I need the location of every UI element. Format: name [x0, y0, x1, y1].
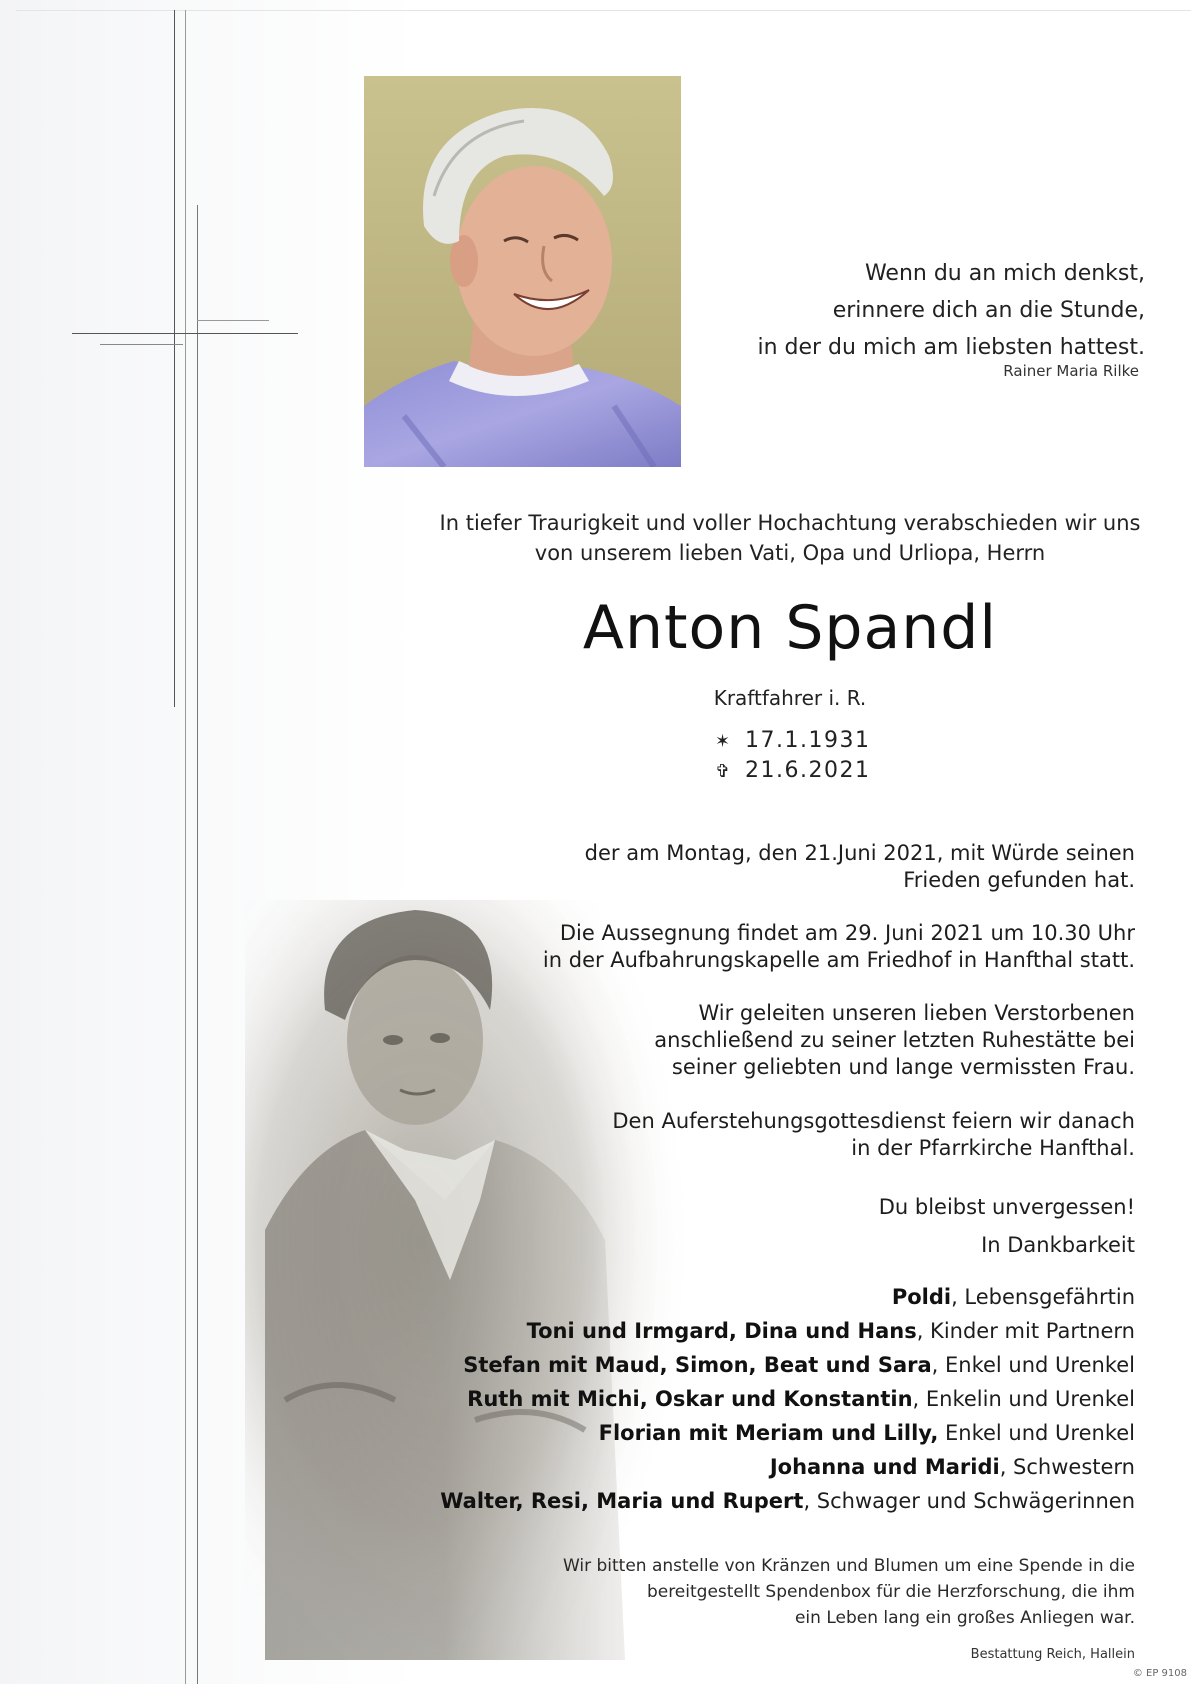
mourner-row — [375, 1382, 1135, 1416]
mourner-relation: , Kinder mit Partnern — [916, 1319, 1135, 1343]
deceased-occupation: Kraftfahrer i. R. — [713, 686, 867, 710]
paragraph-burial — [495, 1000, 1135, 1081]
deceased-name: Anton Spandl — [582, 593, 998, 663]
cross-icon: ✞ — [715, 761, 732, 782]
mourner-row — [375, 1450, 1135, 1484]
donation-note — [495, 1553, 1135, 1631]
birth-row — [715, 726, 870, 756]
mourner-relation: , Lebensgefährtin — [951, 1285, 1135, 1309]
top-border-line — [16, 10, 1191, 11]
paragraph-line: Wir geleiten unseren lieben Verstorbenen — [698, 1001, 1135, 1025]
paragraph-farewell — [495, 1188, 1135, 1264]
donation-line: ein Leben lang ein großes Anliegen war. — [794, 1608, 1135, 1628]
mourner-row — [375, 1280, 1135, 1314]
cross-vertical-line — [174, 10, 175, 707]
mourner-names: Stefan mit Maud, Simon, Beat und Sara — [463, 1353, 932, 1377]
mourner-relation: Enkel und Urenkel — [938, 1421, 1135, 1445]
mourner-names: Walter, Resi, Maria und Rupert — [440, 1489, 804, 1513]
paragraph-line: Du bleibst unvergessen! — [878, 1195, 1135, 1219]
mourner-relation: , Schwager und Schwägerinnen — [803, 1489, 1135, 1513]
cross-horizontal-line — [197, 320, 269, 321]
funeral-home: Bestattung Reich, Hallein — [970, 1647, 1135, 1662]
mourner-row — [375, 1314, 1135, 1348]
birth-date: 17.1.1931 — [745, 728, 871, 753]
poem-quote — [757, 255, 1145, 366]
mourner-row — [375, 1484, 1135, 1518]
donation-line: Wir bitten anstelle von Kränzen und Blumen um eine Spende in die — [562, 1556, 1135, 1576]
mourner-names: Florian mit Meriam und Lilly, — [598, 1421, 939, 1445]
intro-line: von unserem lieben Vati, Opa und Urliopa, Herrn — [534, 541, 1046, 565]
paragraph-mass — [495, 1108, 1135, 1162]
mourners-list — [375, 1280, 1135, 1518]
cross-vertical-line — [197, 205, 198, 1684]
life-dates — [715, 726, 870, 786]
paragraph-line: in der Pfarrkirche Hanfthal. — [851, 1136, 1135, 1160]
mourner-relation: , Schwestern — [999, 1455, 1135, 1479]
paragraph-line: Die Aussegnung findet am 29. Juni 2021 um 10.30 Uhr — [559, 921, 1135, 945]
cross-horizontal-line — [100, 344, 183, 345]
paragraph-line: Frieden gefunden hat. — [903, 868, 1135, 892]
quote-author: Rainer Maria Rilke — [1003, 362, 1139, 380]
death-row — [715, 756, 870, 786]
cross-horizontal-line — [72, 333, 298, 334]
intro-line: In tiefer Traurigkeit und voller Hochachtung verabschieden wir uns — [439, 511, 1141, 535]
mourner-names: Ruth mit Michi, Oskar und Konstantin — [467, 1387, 913, 1411]
donation-line: bereitgestellt Spendenbox für die Herzforschung, die ihm — [646, 1582, 1135, 1602]
intro-text — [400, 508, 1180, 568]
mourner-relation: , Enkel und Urenkel — [931, 1353, 1135, 1377]
paragraph-line: In Dankbarkeit — [981, 1233, 1135, 1257]
paragraph-blessing — [495, 920, 1135, 974]
mourner-names: Poldi — [891, 1285, 952, 1309]
mourner-row — [375, 1416, 1135, 1450]
portrait-photo — [364, 76, 681, 467]
paragraph-line: seiner geliebten und lange vermissten Frau. — [671, 1055, 1135, 1079]
cross-vertical-line — [185, 10, 186, 1684]
mourner-names: Toni und Irmgard, Dina und Hans — [526, 1319, 917, 1343]
paragraph-passing — [495, 840, 1135, 894]
mourner-relation: , Enkelin und Urenkel — [912, 1387, 1135, 1411]
paragraph-line: der am Montag, den 21.Juni 2021, mit Würde seinen — [584, 841, 1135, 865]
template-code: © EP 9108 — [1132, 1668, 1187, 1679]
paragraph-line: anschließend zu seiner letzten Ruhestätte bei — [654, 1028, 1135, 1052]
quote-line: Wenn du an mich denkst, — [864, 261, 1145, 286]
paragraph-line: Den Auferstehungsgottesdienst feiern wir danach — [612, 1109, 1135, 1133]
quote-line: erinnere dich an die Stunde, — [832, 298, 1145, 323]
quote-line: in der du mich am liebsten hattest. — [757, 335, 1145, 360]
death-date: 21.6.2021 — [745, 758, 871, 783]
paragraph-line: in der Aufbahrungskapelle am Friedhof in Hanfthal statt. — [542, 948, 1135, 972]
mourner-names: Johanna und Maridi — [769, 1455, 1000, 1479]
mourner-row — [375, 1348, 1135, 1382]
star-icon: ✶ — [715, 731, 732, 752]
